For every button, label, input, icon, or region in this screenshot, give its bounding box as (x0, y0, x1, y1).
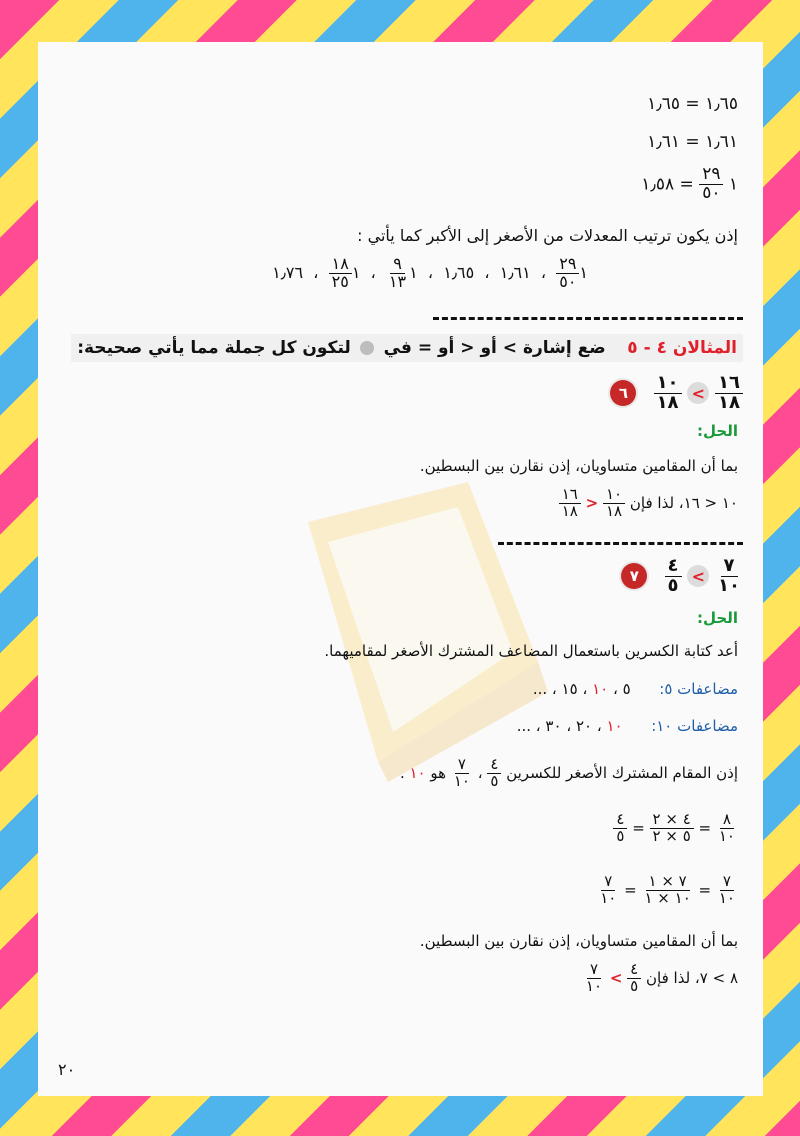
solution-label: الحل: (697, 609, 738, 627)
question-6: ٦ $\frac{١٠}{١٨}$ > $\frac{١٦}{١٨}$ (610, 374, 743, 413)
page (38, 42, 763, 1096)
comparison-symbol: > (687, 565, 709, 587)
conclusion-line: ١٠ < ١٦، لذا فإن $\frac{١٠}{١٨}$ < $\frac{١٦}{١٨}$ (559, 487, 738, 520)
ordering-intro: إذن يكون ترتيب المعدلات من الأصغر إلى الأكبر كما يأتي : (357, 226, 738, 245)
lcd-line: إذن المقام المشترك الأصغر للكسرين $\frac{٤}{٥}$ ، $\frac{٧}{١٠}$ هو ١٠ . (399, 755, 738, 790)
example-header: المثالان ٤ - ٥ ضع إشارة > أو < أو = في لتكون كل جملة مما يأتي صحيحة: (71, 334, 743, 362)
equation-line-2: ١٫٦١ = ١٫٦١ (647, 132, 738, 152)
equivalent-fraction-2: $\frac{٧}{١٠}$ = $\frac{٧ \times ١}{١٠ \times ١}$ = $\frac{٧}{١٠}$ (600, 872, 735, 907)
page-number: ٢٠ (58, 1060, 76, 1079)
question-number-badge: ٧ (621, 563, 647, 589)
equation-line-3: ١ $\frac{٢٩}{٥٠}$ = ١٫٥٨ (641, 164, 738, 203)
conclusion-line: ٨ > ٧، لذا فإن $\frac{٤}{٥}$ > $\frac{٧}{١٠}$ (585, 960, 738, 995)
ordering-list: ١ $\frac{٢٩}{٥٠}$ ، ١٫٦١ ، ١٫٦٥ ، ١ $\frac{٩}{١٣}$ ، ١ $\frac{١٨}{٢٥}$ ، ١٫٧٦ (272, 254, 588, 291)
multiples-of-5: مضاعفات ٥: ٥ ، ١٠ ، ١٥ ، ... (532, 680, 738, 698)
equivalent-fraction-1: $\frac{٤}{٥}$ = $\frac{٤ \times ٢}{٥ \times ٢}$ = $\frac{٨}{١٠}$ (613, 812, 738, 845)
question-number-badge: ٦ (610, 380, 636, 406)
solution-line: بما أن المقامين متساويان، إذن نقارن بين البسطين. (419, 932, 738, 950)
divider (498, 542, 743, 545)
divider (433, 317, 743, 320)
solution-label: الحل: (697, 422, 738, 440)
question-7: ٧ $\frac{٤}{٥}$ > $\frac{٧}{١٠}$ (621, 557, 743, 596)
example-label: المثالان ٤ - ٥ (627, 338, 737, 358)
solution-line: بما أن المقامين متساويان، إذن نقارن بين البسطين. (419, 457, 738, 475)
solution-line: أعد كتابة الكسرين باستعمال المضاعف المشترك الأصغر لمقاميهما. (324, 642, 738, 660)
multiples-of-10: مضاعفات ١٠: ١٠ ، ٢٠ ، ٣٠ ، ... (516, 717, 738, 735)
circle-placeholder-icon (360, 341, 374, 355)
comparison-symbol: > (687, 382, 709, 404)
equation-line-1: ١٫٦٥ = ١٫٦٥ (647, 94, 738, 114)
